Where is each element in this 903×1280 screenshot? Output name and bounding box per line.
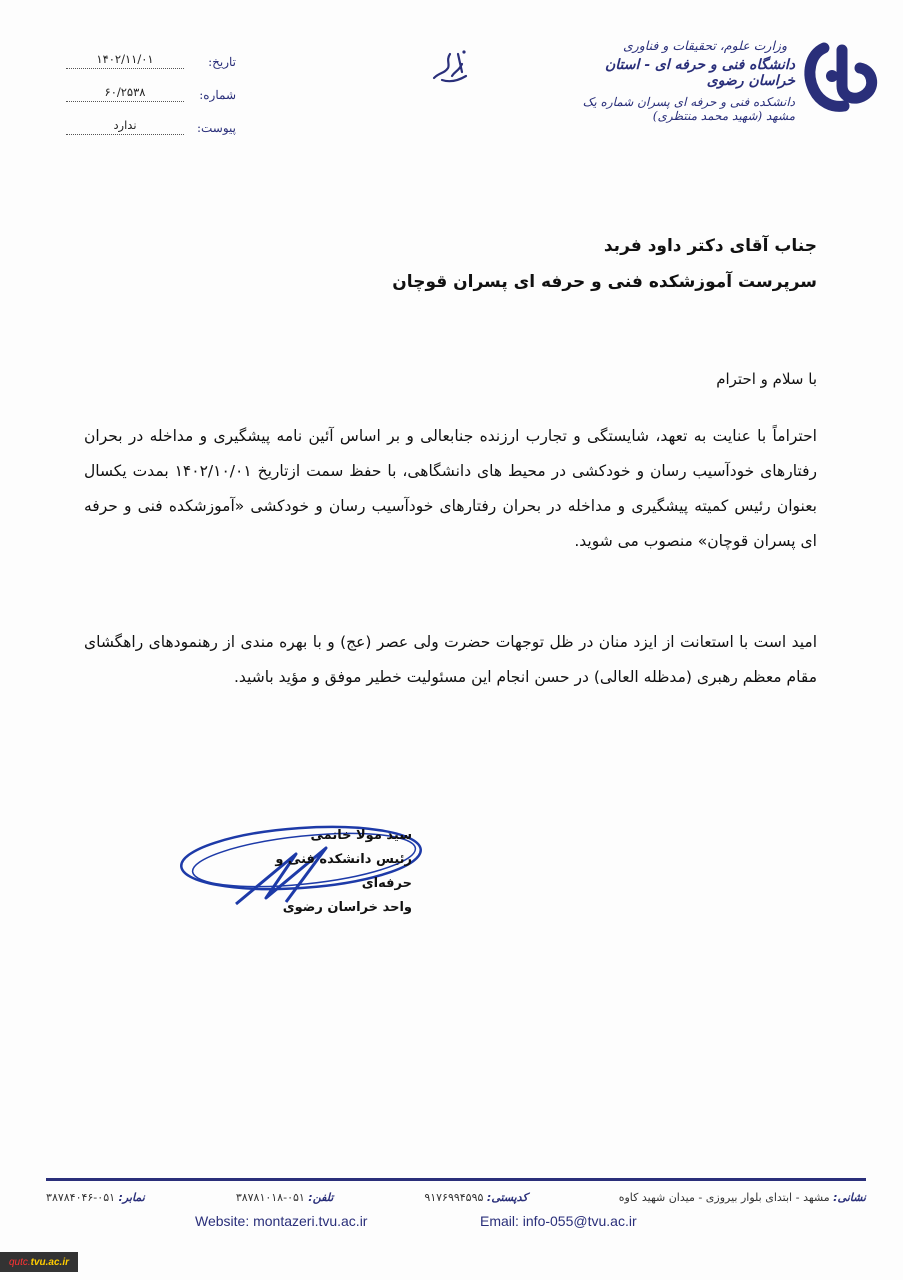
footer-address	[619, 1191, 866, 1204]
university-name: دانشگاه فنی و حرفه ای - استان خراسان رضوی	[604, 57, 795, 89]
watermark-badge	[0, 1252, 78, 1272]
signature-block	[222, 824, 412, 920]
phone-label: تلفن:	[308, 1190, 334, 1204]
address-label: نشانی:	[833, 1190, 866, 1204]
footer-fax	[46, 1191, 145, 1204]
signer-name: سید مولا خانمی	[310, 828, 412, 843]
watermark-suffix: tvu.ac.ir	[30, 1256, 70, 1268]
website-link[interactable]: Website: montazeri.tvu.ac.ir	[195, 1213, 368, 1229]
addressee-name: جناب آقای دکتر داود فربد	[603, 236, 817, 256]
postal-label: کدپستی:	[486, 1190, 528, 1204]
organization-header	[555, 38, 795, 123]
ministry-name: وزارت علوم، تحقیقات و فناوری	[622, 38, 787, 53]
attachment-value: ندارد	[66, 118, 184, 135]
date-value: ۱۴۰۲/۱۱/۰۱	[66, 52, 184, 69]
watermark-prefix: qutc.	[8, 1256, 31, 1268]
college-name: دانشکده فنی و حرفه ای پسران شماره یک مشهد (شهید محمد منتظری)	[582, 95, 795, 123]
greeting: با سلام و احترام	[716, 370, 817, 388]
fax-value: ۰۵۱-۳۸۷۸۴۰۴۶	[46, 1190, 116, 1204]
signer-title: رئیس دانشکده فنی و حرفه‌ای	[275, 852, 412, 891]
postal-value: ۹۱۷۶۹۹۴۵۹۵	[424, 1190, 484, 1204]
number-label: شماره:	[199, 88, 236, 102]
letter-paragraph-2: امید است با استعانت از ایزد منان در ظل توجهات حضرت ولی عصر (عج) و با بهره مندی از رهنمودهای راهگشای مقام معظم رهبری (مدظله العالی) در حسن انجام این مسئولیت خطیر موفق و مؤید باشید.	[84, 633, 817, 686]
footer-phone	[236, 1191, 334, 1204]
footer-divider	[46, 1178, 866, 1181]
addressee-title: سرپرست آموزشکده فنی و حرفه ای پسران قوچان	[392, 272, 817, 292]
bismillah-emblem-icon	[428, 42, 472, 86]
phone-value: ۰۵۱-۳۸۷۸۱۰۱۸	[235, 1190, 305, 1204]
signer-unit: واحد خراسان رضوی	[282, 900, 412, 915]
fax-label: نمابر:	[118, 1190, 145, 1204]
attachment-label: پیوست:	[196, 121, 236, 135]
date-row	[66, 36, 236, 69]
address-value: مشهد - ابتدای بلوار بیروزی - میدان شهید کاوه	[618, 1190, 830, 1204]
letter-meta	[66, 36, 236, 135]
footer-postal	[424, 1191, 527, 1204]
addressee-block	[217, 228, 817, 300]
letter-paragraph-1: احتراماً با عنایت به تعهد، شایستگی و تجارب ارزنده جنابعالی و بر اساس آئین نامه پیشگیری و مداخله در بحران رفتارهای خودآسیب رسان و خودکشی در محیط های دانشگاهی، با حفظ سمت ازتاریخ ۱۴۰۲/۱۰/۰۱ بمدت یکسال بعنوان رئیس کمیته پیشگیری و مداخله در بحران رفتارهای خودآسیب رسان و خودکشی «آموزشکده فنی و حرفه ای پسران قوچان» منصوب می شوید.	[84, 427, 817, 550]
email-link[interactable]: Email: info-055@tvu.ac.ir	[480, 1213, 637, 1229]
university-logo-icon	[802, 40, 880, 120]
date-label: تاریخ:	[208, 55, 236, 69]
footer-contact-row	[46, 1186, 866, 1208]
number-row	[66, 69, 236, 102]
number-value: ۶۰/۲۵۳۸	[66, 85, 184, 102]
attachment-row	[66, 102, 236, 135]
